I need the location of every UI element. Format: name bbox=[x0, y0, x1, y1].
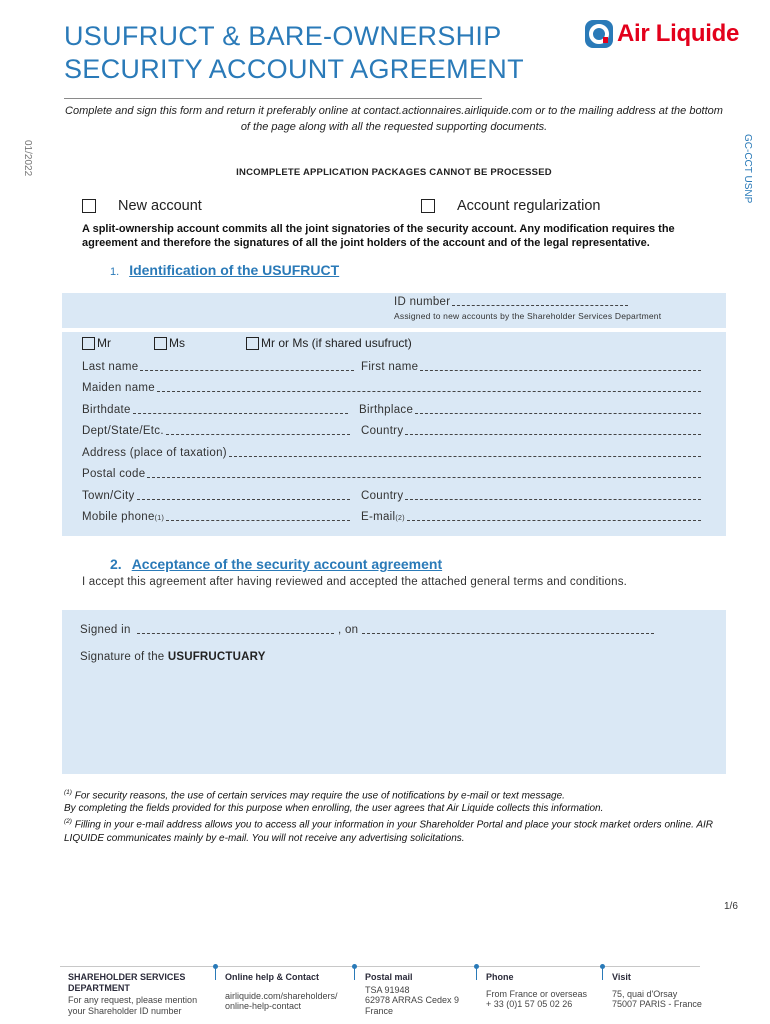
footnote-2 bbox=[64, 815, 724, 844]
air-liquide-logo bbox=[584, 14, 756, 54]
maiden-name-field[interactable] bbox=[82, 382, 701, 394]
logo-text: Air Liquide bbox=[617, 20, 740, 47]
footer-department bbox=[68, 972, 208, 1016]
footnote-2-ref: (2) bbox=[64, 818, 72, 826]
footer-help-title: Online help & Contact bbox=[225, 972, 320, 982]
town-label: Town/City bbox=[82, 490, 135, 502]
acceptance-text: I accept this agreement after having reviewed and accepted the attached general terms and conditions. bbox=[82, 576, 628, 588]
email-footnote-ref: (2) bbox=[395, 515, 405, 522]
last-name-line[interactable] bbox=[140, 362, 354, 371]
footer-dept-title-1: SHAREHOLDER SERVICES bbox=[68, 972, 186, 982]
country-2-field[interactable] bbox=[361, 490, 701, 502]
footer-mail-line-3: France bbox=[365, 1005, 394, 1016]
address-line[interactable] bbox=[229, 448, 701, 457]
country-2-line[interactable] bbox=[405, 491, 701, 500]
civility-shared[interactable] bbox=[246, 336, 412, 350]
id-number-field[interactable] bbox=[394, 296, 628, 308]
section-1-heading bbox=[110, 262, 339, 278]
birthplace-label: Birthplace bbox=[359, 404, 414, 416]
incomplete-warning: INCOMPLETE APPLICATION PACKAGES CANNOT BE PROCESSED bbox=[236, 167, 552, 178]
civility-ms[interactable] bbox=[154, 336, 185, 350]
address-label: Address (place of taxation) bbox=[82, 447, 227, 459]
signed-in-label: Signed in bbox=[80, 624, 131, 636]
email-label: E-mail bbox=[361, 511, 396, 523]
footnote-1-ref: (1) bbox=[64, 789, 72, 796]
dept-label: Dept/State/Etc. bbox=[82, 425, 164, 437]
footer-visit-title: Visit bbox=[612, 972, 631, 982]
footer-dept-title-2: DEPARTMENT bbox=[68, 982, 130, 993]
birthplace-line[interactable] bbox=[415, 405, 701, 414]
new-account-label: New account bbox=[118, 198, 202, 214]
footer-visit bbox=[612, 972, 712, 1010]
footer-mail-line-1: TSA 91948 bbox=[365, 984, 410, 995]
footer-mail-line-2: 62978 ARRAS Cedex 9 bbox=[365, 995, 460, 1005]
footer bbox=[60, 966, 710, 1024]
section-2-heading bbox=[110, 556, 442, 572]
email-line[interactable] bbox=[407, 512, 701, 521]
regularization-checkbox[interactable] bbox=[421, 199, 435, 213]
signature-label-text: Signature of the bbox=[80, 651, 165, 663]
mr-label: Mr bbox=[97, 336, 111, 350]
postal-code-field[interactable] bbox=[82, 468, 701, 480]
postal-code-label: Postal code bbox=[82, 468, 146, 480]
section-2-number: 2. bbox=[110, 556, 122, 572]
footer-marker-2 bbox=[354, 968, 355, 980]
birthdate-label: Birthdate bbox=[82, 404, 131, 416]
address-field[interactable] bbox=[82, 447, 701, 459]
birthdate-field[interactable] bbox=[82, 404, 348, 416]
footer-marker-3 bbox=[476, 968, 477, 980]
footer-visit-line-2: 75007 PARIS - France bbox=[612, 999, 702, 1009]
signature-role: USUFRUCTUARY bbox=[167, 651, 266, 663]
section-2-title: Acceptance of the security account agreement bbox=[131, 556, 443, 572]
page-number: 1/6 bbox=[724, 901, 738, 912]
birthdate-line[interactable] bbox=[133, 405, 348, 414]
signed-in-field[interactable] bbox=[80, 624, 334, 636]
postal-code-line[interactable] bbox=[147, 469, 701, 478]
country-label: Country bbox=[361, 425, 404, 437]
email-field[interactable] bbox=[361, 511, 701, 523]
new-account-option[interactable] bbox=[82, 197, 202, 215]
footer-online-help bbox=[225, 972, 355, 1012]
footnote-1-text: For security reasons, the use of certain services may require the use of notifications by e-mail or text message. bbox=[74, 790, 565, 802]
first-name-label: First name bbox=[361, 361, 419, 373]
regularization-label: Account regularization bbox=[457, 198, 601, 214]
mobile-field[interactable] bbox=[82, 511, 350, 523]
footer-help-link-1[interactable]: airliquide.com/shareholders/ bbox=[225, 990, 338, 1001]
country-2-label: Country bbox=[361, 490, 404, 502]
signed-in-line[interactable] bbox=[137, 625, 334, 634]
side-date: 01/2022 bbox=[22, 140, 33, 177]
header-divider bbox=[64, 98, 482, 99]
split-ownership-notice: A split-ownership account commits all the joint signatories of the security account. Any modification requires the agreement and therefore the signatures of all the joint holders of the account and of the legal representative. bbox=[82, 223, 675, 249]
country-field[interactable] bbox=[361, 425, 701, 437]
footnote-1 bbox=[64, 786, 724, 802]
dept-field[interactable] bbox=[82, 425, 350, 437]
maiden-name-line[interactable] bbox=[157, 383, 701, 392]
title-line-1: USUFRUCT & BARE-OWNERSHIP bbox=[64, 21, 502, 51]
footer-dept-text-1: For any request, please mention bbox=[68, 995, 198, 1005]
signed-on-field[interactable] bbox=[338, 624, 654, 636]
shared-label: Mr or Ms (if shared usufruct) bbox=[261, 336, 412, 350]
dept-line[interactable] bbox=[166, 426, 350, 435]
mobile-label: Mobile phone bbox=[82, 511, 155, 523]
page-title bbox=[64, 20, 584, 86]
section-1-title: Identification of the USUFRUCT bbox=[129, 262, 340, 278]
first-name-line[interactable] bbox=[420, 362, 701, 371]
side-form-code: GC-CCT USNP bbox=[742, 134, 753, 204]
footnotes bbox=[64, 786, 724, 845]
footnote-1b: By completing the fields provided for this purpose when enrolling, the user agrees that Air Liquide collects this information. bbox=[64, 803, 604, 815]
regularization-option[interactable] bbox=[421, 197, 600, 215]
birthplace-field[interactable] bbox=[359, 404, 701, 416]
last-name-label: Last name bbox=[82, 361, 139, 373]
footer-help-link-2[interactable]: online-help-contact bbox=[225, 1001, 302, 1011]
title-line-2: SECURITY ACCOUNT AGREEMENT bbox=[64, 54, 524, 84]
footer-phone-number[interactable]: + 33 (0)1 57 05 02 26 bbox=[486, 999, 573, 1009]
civility-mr[interactable] bbox=[82, 336, 111, 350]
town-line[interactable] bbox=[137, 491, 350, 500]
mobile-line[interactable] bbox=[166, 512, 350, 521]
footer-phone-title: Phone bbox=[486, 972, 514, 982]
id-number-line[interactable] bbox=[452, 297, 628, 306]
section-1-number: 1. bbox=[110, 266, 120, 278]
signed-on-line[interactable] bbox=[362, 625, 654, 634]
first-name-field[interactable] bbox=[361, 361, 701, 373]
mobile-footnote-ref: (1) bbox=[154, 515, 165, 522]
town-field[interactable] bbox=[82, 490, 350, 502]
maiden-name-label: Maiden name bbox=[82, 382, 155, 394]
last-name-field[interactable] bbox=[82, 361, 354, 373]
footer-dept-text-2: your Shareholder ID number bbox=[68, 1005, 182, 1016]
intro-text: Complete and sign this form and return it preferably online at contact.actionnaires.airliquide.com or to the mailing address at the bottom of the page along with all the requested supporting documents. bbox=[65, 105, 723, 133]
footer-postal-mail bbox=[365, 972, 485, 1016]
ms-checkbox[interactable] bbox=[154, 337, 167, 350]
footer-dept-title bbox=[68, 972, 208, 993]
footer-visit-line-1: 75, quai d'Orsay bbox=[612, 988, 678, 999]
footer-marker-1 bbox=[215, 968, 216, 980]
mr-checkbox[interactable] bbox=[82, 337, 95, 350]
new-account-checkbox[interactable] bbox=[82, 199, 96, 213]
footer-phone-text: From France or overseas bbox=[486, 988, 588, 999]
signature-area[interactable] bbox=[80, 672, 710, 767]
footnote-2-text: Filling in your e-mail address allows you to access all your information in your Shareholder Portal and place your stock market orders online. AIR LIQUIDE communicates mainly by e-mail. You will not receive any advertising solicitations. bbox=[64, 819, 713, 844]
id-number-label: ID number bbox=[394, 296, 451, 308]
signed-on-label: , on bbox=[338, 624, 359, 636]
footer-phone bbox=[486, 972, 606, 1010]
footer-mail-title: Postal mail bbox=[365, 972, 413, 982]
ms-label: Ms bbox=[169, 336, 185, 350]
signature-label bbox=[80, 651, 266, 663]
shared-checkbox[interactable] bbox=[246, 337, 259, 350]
air-liquide-logo-icon bbox=[584, 19, 614, 49]
footer-marker-4 bbox=[602, 968, 603, 980]
country-line[interactable] bbox=[405, 426, 701, 435]
id-number-note: Assigned to new accounts by the Shareholder Services Department bbox=[394, 311, 662, 321]
